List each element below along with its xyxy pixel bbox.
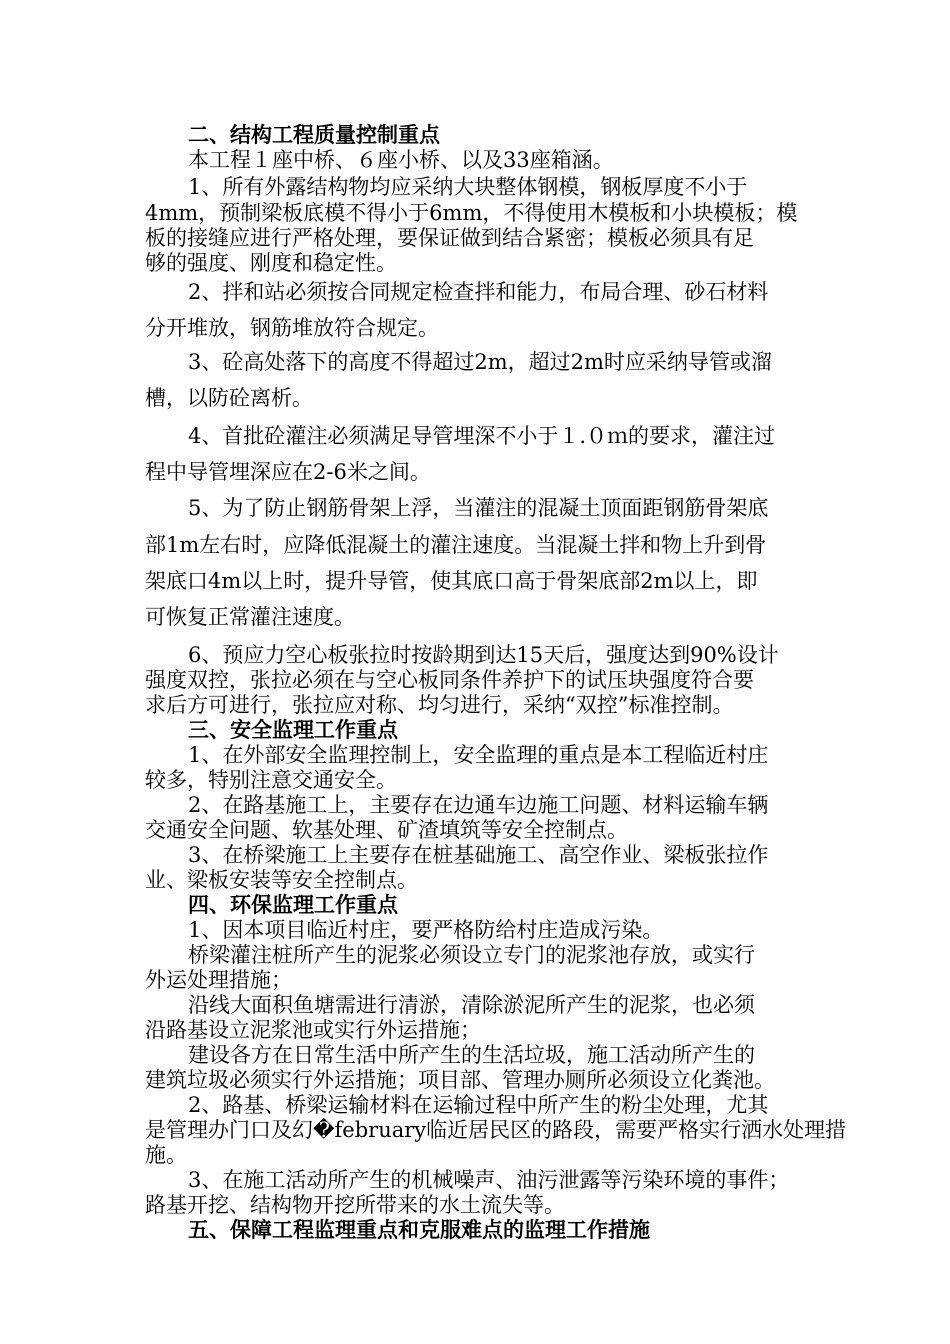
paragraph-line: 3、在桥梁施工上主要存在桩基础施工、高空作业、梁板张拉作: [188, 843, 769, 867]
paragraph-line: 3、在施工活动所产生的机械噪声、油污泄露等污染环境的事件；: [188, 1168, 790, 1192]
paragraph-line: 架底口4m以上时，提升导管，使其底口高于骨架底部2m以上，即: [145, 569, 758, 593]
paragraph-line: 5、为了防止钢筋骨架上浮，当灌注的混凝土顶面距钢筋骨架底: [188, 496, 769, 520]
paragraph-line: 部1m左右时，应降低混凝土的灌注速度。当混凝土拌和物上升到骨: [145, 533, 767, 557]
paragraph-line: 建设各方在日常生活中所产生的生活垃圾，施工活动所产生的: [188, 1043, 755, 1067]
paragraph-line: 板的接缝应进行严格处理，要保证做到结合紧密；模板必须具有足: [145, 226, 754, 250]
paragraph-line: 求后方可进行，张拉应对称、均匀进行，采纳“双控”标准控制。: [145, 693, 734, 717]
paragraph-line: 槽，以防砼离析。: [145, 386, 313, 410]
paragraph-intro: 本工程１座中桥、６座小桥、以及33座箱涵。: [188, 148, 614, 172]
paragraph-line: 6、预应力空心板张拉时按龄期到达15天后，强度达到90%设计: [188, 643, 779, 667]
paragraph-line: 程中导管埋深应在2-6米之间。: [145, 460, 431, 484]
paragraph-line: 1、因本项目临近村庄，要严格防给村庄造成污染。: [188, 918, 664, 942]
paragraph-line: 分开堆放，钢筋堆放符合规定。: [145, 316, 439, 340]
paragraph-line: 交通安全问题、软基处理、矿渣填筑等安全控制点。: [145, 818, 628, 842]
paragraph-line: 2、在路基施工上，主要存在边通车边施工问题、材料运输车辆: [188, 793, 769, 817]
paragraph-line: 较多，特别注意交通安全。: [145, 768, 397, 792]
paragraph-line: 1、所有外露结构物均应采纳大块整体钢模，钢板厚度不小于: [188, 175, 748, 199]
paragraph-line: 是管理办门口及幻�february临近居民区的路段，需要严格实行洒水处理措: [145, 1118, 847, 1142]
paragraph-line: 够的强度、刚度和稳定性。: [145, 251, 397, 275]
paragraph-line: 业、梁板安装等安全控制点。: [145, 868, 418, 892]
paragraph-line: 1、在外部安全监理控制上，安全监理的重点是本工程临近村庄: [188, 743, 769, 767]
paragraph-line: 2、拌和站必须按合同规定检查拌和能力，布局合理、砂石材料: [188, 280, 769, 304]
paragraph-line: 强度双控，张拉必须在与空心板同条件养护下的试压块强度符合要: [145, 668, 754, 692]
section-heading-supervision-measures: 五、保障工程监理重点和克服难点的监理工作措施: [188, 1218, 650, 1242]
section-heading-environment: 四、环保监理工作重点: [188, 893, 398, 917]
paragraph-line: 外运处理措施；: [145, 968, 292, 992]
paragraph-line: 2、路基、桥梁运输材料在运输过程中所产生的粉尘处理，尤其: [188, 1093, 769, 1117]
section-heading-safety: 三、安全监理工作重点: [188, 718, 398, 742]
paragraph-line: 桥梁灌注桩所产生的泥浆必须设立专门的泥浆池存放，或实行: [188, 943, 755, 967]
paragraph-line: 4mm，预制梁板底模不得小于6mm，不得使用木模板和小块模板；模: [145, 201, 798, 225]
paragraph-line: 沿路基设立泥浆池或实行外运措施；: [145, 1018, 481, 1042]
paragraph-line: 4、首批砼灌注必须满足导管埋深不小于１.０ｍ的要求，灌注过: [188, 424, 776, 448]
paragraph-line: 可恢复正常灌注速度。: [145, 605, 355, 629]
paragraph-line: 建筑垃圾必须实行外运措施；项目部、管理办厕所必须设立化粪池。: [145, 1068, 775, 1092]
section-heading-structure-quality: 二、结构工程质量控制重点: [188, 123, 440, 147]
paragraph-line: 3、砼高处落下的高度不得超过2m，超过2m时应采纳导管或溜: [188, 350, 772, 374]
paragraph-line: 沿线大面积鱼塘需进行清淤，清除淤泥所产生的泥浆，也必须: [188, 993, 755, 1017]
paragraph-line: 路基开挖、结构物开挖所带来的水土流失等。: [145, 1193, 565, 1217]
paragraph-line: 施。: [145, 1143, 187, 1167]
